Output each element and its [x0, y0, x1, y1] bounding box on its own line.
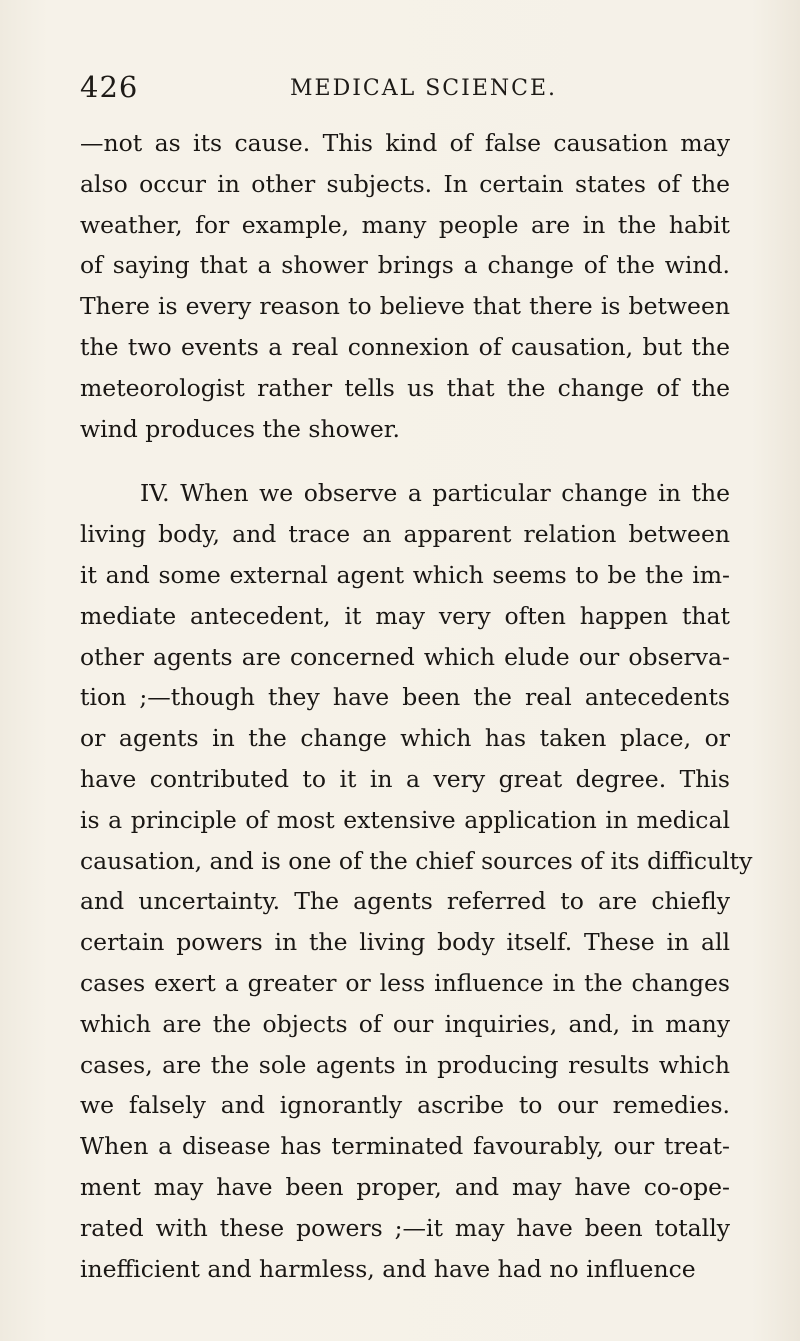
text-line: the two events a real connexion of causation, but the — [80, 332, 730, 361]
body-text — [80, 123, 753, 1289]
page-header — [80, 70, 720, 110]
running-title: MEDICAL SCIENCE. — [290, 76, 558, 101]
text-line: weather, for example, many people are in the habit — [80, 210, 730, 239]
text-line: living body, and trace an apparent relation between — [80, 520, 730, 549]
text-line: mediate antecedent, it may very often happen that — [80, 601, 730, 630]
text-line: cases, are the sole agents in producing results which — [80, 1050, 730, 1079]
text-line: and uncertainty. The agents referred to are chiefly — [80, 887, 730, 916]
text-line: certain powers in the living body itself. These in all — [80, 928, 730, 957]
text-line: tion ;—though they have been the real antecedents — [80, 683, 730, 712]
text-line: or agents in the change which has taken place, or — [80, 724, 730, 753]
text-line: When a disease has terminated favourably, our treat- — [80, 1132, 730, 1161]
page-number: 426 — [80, 70, 139, 104]
paragraph-1 — [80, 123, 730, 449]
text-line: causation, and is one of the chief sources of its difficulty — [80, 846, 753, 875]
text-line: There is every reason to believe that there is between — [80, 292, 730, 321]
text-line: which are the objects of our inquiries, and, in many — [80, 1009, 730, 1038]
text-line: is a principle of most extensive application in medical — [80, 805, 730, 834]
text-line: IV. When we observe a particular change in the — [140, 479, 730, 508]
text-line: wind produces the shower. — [80, 414, 400, 443]
text-line: rated with these powers ;—it may have been totally — [80, 1213, 730, 1242]
text-line: other agents are concerned which elude our observa- — [80, 642, 730, 671]
text-line: of saying that a shower brings a change of the wind. — [80, 251, 730, 280]
text-line: —not as its cause. This kind of false causation may — [80, 129, 730, 157]
text-line: we falsely and ignorantly ascribe to our remedies. — [80, 1091, 730, 1120]
paragraph-2 — [80, 473, 753, 1289]
text-line: also occur in other subjects. In certain states of the — [80, 169, 730, 198]
text-line: have contributed to it in a very great degree. This — [80, 764, 730, 793]
text-line: it and some external agent which seems to be the im- — [80, 560, 730, 589]
text-line: inefficient and harmless, and have had no influence — [80, 1254, 696, 1283]
text-line: meteorologist rather tells us that the change of the — [80, 373, 730, 402]
text-line: cases exert a greater or less influence in the changes — [80, 968, 730, 997]
text-line: ment may have been proper, and may have co-ope- — [80, 1172, 730, 1201]
